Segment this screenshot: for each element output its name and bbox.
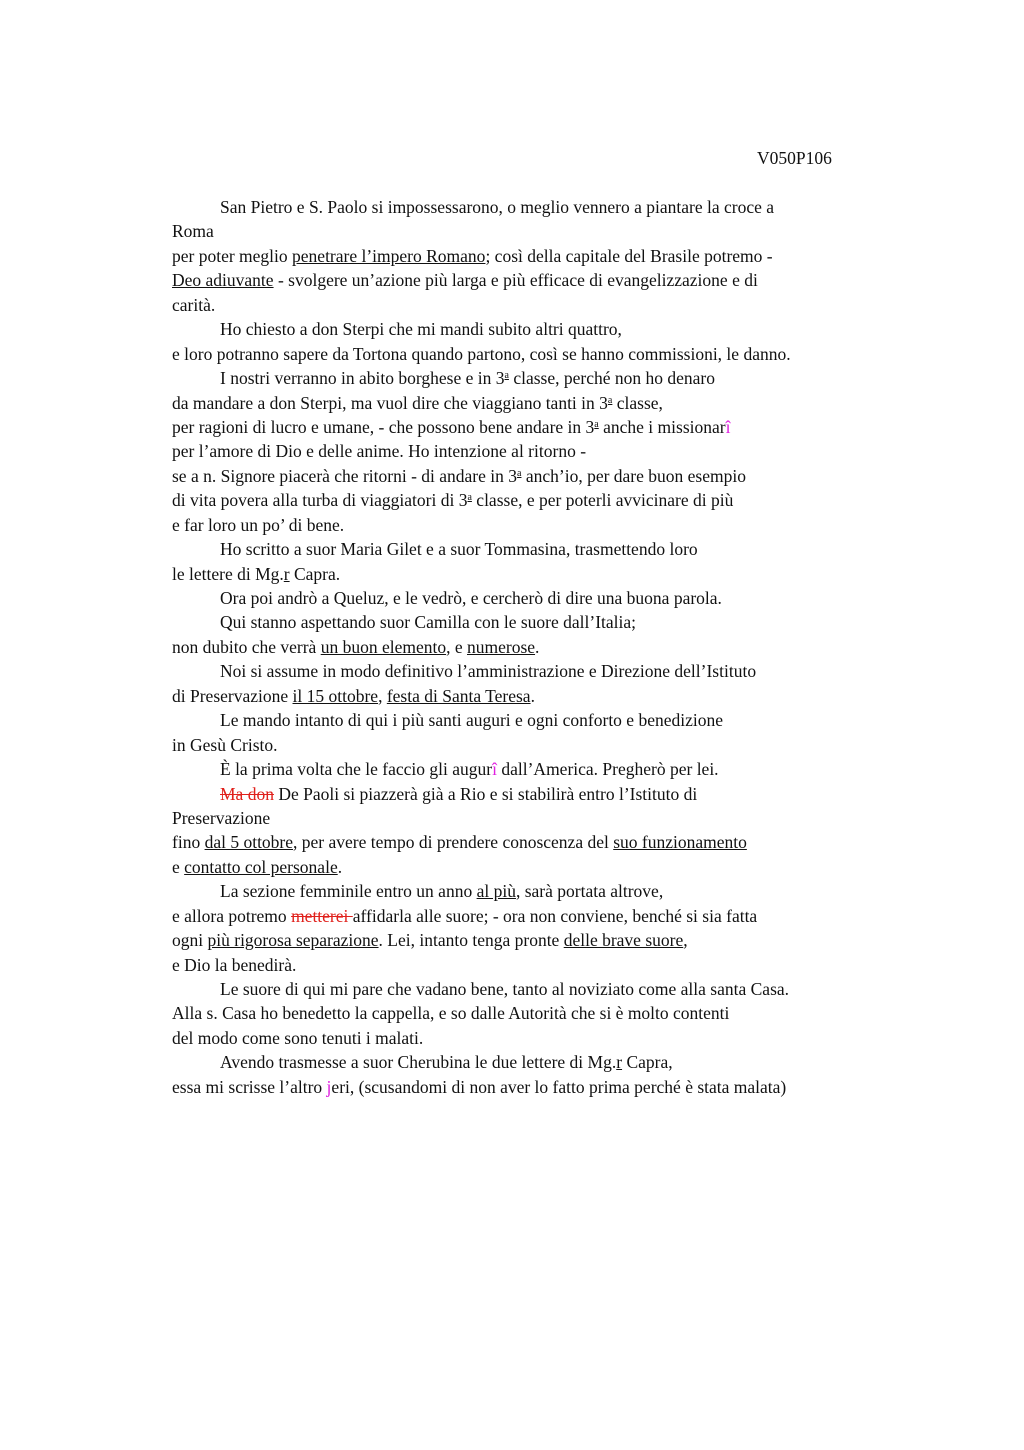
- inserted-correction: î: [492, 759, 497, 780]
- text-line: [172, 928, 932, 952]
- text-segment: per poter meglio: [172, 245, 293, 266]
- text-line: [172, 782, 932, 806]
- text-segment: De Paoli si piazzerà già a Rio e si stabilirà entro l’Istituto di: [273, 783, 698, 804]
- text-line: [172, 562, 932, 586]
- deleted-text: Ma don: [220, 783, 274, 804]
- text-segment: del modo come sono tenuti i malati.: [172, 1027, 424, 1048]
- text-segment: , sarà portata altrove,: [515, 881, 664, 902]
- text-line: [172, 293, 932, 317]
- text-line: [172, 268, 932, 292]
- text-line: [172, 953, 932, 977]
- underlined-text: delle brave suore: [563, 930, 684, 951]
- text-line: [172, 391, 932, 415]
- underlined-text: al più: [476, 881, 516, 902]
- text-line: [172, 684, 932, 708]
- letter-body: [172, 195, 932, 1099]
- text-segment: , per avere tempo di prendere conoscenza del: [293, 832, 614, 853]
- text-line: [172, 219, 932, 243]
- text-segment: .: [535, 636, 540, 657]
- text-line: [172, 635, 932, 659]
- text-line: [172, 830, 932, 854]
- text-segment: Capra,: [622, 1052, 673, 1073]
- text-segment: Avendo trasmesse a suor Cherubina le due lettere di Mg.: [220, 1052, 617, 1073]
- superscript: a: [467, 492, 472, 504]
- text-segment: , e: [446, 636, 467, 657]
- text-segment: e loro potranno sapere da Tortona quando partono, così se hanno commissioni, le danno.: [172, 343, 791, 364]
- text-segment: fino: [172, 832, 205, 853]
- text-line: [172, 415, 932, 439]
- text-line: [172, 733, 932, 757]
- text-segment: Noi si assume in modo definitivo l’amministrazione e Direzione dell’Istituto: [220, 661, 757, 682]
- text-line: [172, 659, 932, 683]
- text-segment: Ora poi andrò a Queluz, e le vedrò, e cercherò di dire una buona parola.: [220, 588, 722, 608]
- text-segment: Qui stanno aspettando suor Camilla con le suore dall’Italia;: [220, 612, 637, 633]
- text-segment: ,: [683, 930, 688, 951]
- text-segment: per ragioni di lucro e umane, - che possono bene andare in 3: [172, 416, 595, 437]
- superscript: a: [504, 370, 509, 382]
- underlined-text: r: [283, 563, 290, 584]
- text-line: [172, 366, 932, 390]
- text-segment: La sezione femminile entro un anno: [220, 881, 477, 902]
- text-segment: classe, e per poterli avvicinare di più: [471, 490, 734, 511]
- text-segment: È la prima volta che le faccio gli augur: [220, 759, 493, 780]
- text-segment: Preservazione: [172, 807, 271, 828]
- text-segment: affidarla alle suore; - ora non conviene, benché si sia fatta: [352, 905, 758, 926]
- text-segment: Le mando intanto di qui i più santi auguri e ogni conforto e benedizione: [220, 710, 723, 731]
- text-segment: eri, (scusandomi di non aver lo fatto prima perché è stata malata): [331, 1076, 787, 1097]
- underlined-text: Deo adiuvante: [172, 270, 274, 291]
- text-line: [172, 586, 932, 610]
- text-segment: .: [337, 856, 343, 877]
- text-segment: ogni: [172, 930, 208, 951]
- text-segment: Alla s. Casa ho benedetto la cappella, e so dalle Autorità che si è molto contenti: [172, 1003, 730, 1024]
- text-line: [172, 806, 932, 830]
- text-segment: di Preservazione: [172, 685, 293, 706]
- text-line: [172, 879, 932, 903]
- text-segment: carità.: [172, 294, 216, 315]
- text-segment: - svolgere un’azione più larga e più efficace di evangelizzazione e di: [273, 270, 758, 291]
- text-segment: le lettere di Mg.: [172, 563, 284, 584]
- text-segment: Capra.: [289, 563, 341, 584]
- text-segment: .: [530, 685, 535, 706]
- text-segment: classe,: [612, 392, 663, 413]
- text-line: [172, 513, 932, 537]
- text-line: [172, 537, 932, 561]
- underlined-text: contatto col personale: [184, 856, 338, 877]
- text-segment: Le suore di qui mi pare che vadano bene, tanto al noviziato come alla santa Casa.: [220, 979, 790, 999]
- text-line: [172, 195, 932, 219]
- text-segment: da mandare a don Sterpi, ma vuol dire che viaggiano tanti in 3: [172, 392, 608, 413]
- inserted-correction: j: [326, 1076, 332, 1097]
- text-segment: Roma: [172, 221, 214, 242]
- text-segment: e: [172, 856, 185, 877]
- text-segment: ,: [378, 685, 387, 706]
- text-segment: Ho chiesto a don Sterpi che mi mandi subito altri quattro,: [220, 319, 622, 340]
- text-segment: I nostri verranno in abito borghese e in 3: [220, 368, 505, 389]
- text-segment: di vita povera alla turba di viaggiatori di 3: [172, 490, 468, 511]
- text-line: [172, 439, 932, 463]
- underlined-text: un buon elemento: [320, 636, 447, 657]
- text-segment: e far loro un po’ di bene.: [172, 514, 345, 535]
- text-segment: anche i missionar: [598, 416, 726, 437]
- text-line: [172, 1050, 932, 1074]
- text-line: [172, 244, 932, 268]
- text-segment: Ho scritto a suor Maria Gilet e a suor Tommasina, trasmettendo loro: [220, 539, 698, 560]
- text-line: [172, 317, 932, 341]
- text-line: [172, 977, 932, 1001]
- text-segment: ; così della capitale del Brasile potremo -: [485, 245, 773, 266]
- underlined-text: r: [616, 1052, 623, 1073]
- text-segment: per l’amore di Dio e delle anime. Ho intenzione al ritorno -: [172, 441, 587, 462]
- underlined-text: più rigorosa separazione: [207, 930, 379, 951]
- page-id: V050P106: [757, 148, 832, 168]
- text-line: [172, 610, 932, 634]
- text-line: [172, 464, 932, 488]
- text-line: [172, 855, 932, 879]
- text-segment: se a n. Signore piacerà che ritorni - di andare in 3: [172, 465, 518, 486]
- text-segment: dall’America. Pregherò per lei.: [496, 759, 719, 780]
- superscript: a: [607, 394, 613, 406]
- underlined-text: penetrare l’impero Romano: [292, 245, 486, 266]
- text-line: [172, 708, 932, 732]
- text-segment: . Lei, intanto tenga pronte: [378, 930, 564, 951]
- superscript: a: [517, 467, 522, 479]
- text-segment: e Dio la benedirà.: [172, 954, 297, 975]
- text-line: [172, 342, 932, 366]
- text-segment: anch’io, per dare buon esempio: [521, 465, 746, 486]
- text-line: [172, 488, 932, 512]
- text-segment: non dubito che verrà: [172, 636, 321, 657]
- text-line: [172, 904, 932, 928]
- underlined-text: il 15 ottobre: [292, 685, 379, 706]
- text-line: [172, 1026, 932, 1050]
- deleted-text: metterei: [291, 905, 353, 926]
- superscript: a: [594, 418, 599, 430]
- inserted-correction: î: [725, 416, 731, 437]
- underlined-text: festa di Santa Teresa: [386, 685, 531, 706]
- text-line: [172, 757, 932, 781]
- underlined-text: dal 5 ottobre: [204, 832, 294, 853]
- text-line: [172, 1001, 932, 1025]
- underlined-text: suo funzionamento: [613, 832, 747, 853]
- text-segment: in Gesù Cristo.: [172, 734, 278, 755]
- text-segment: essa mi scrisse l’altro: [172, 1076, 327, 1097]
- text-segment: classe, perché non ho denaro: [508, 368, 715, 389]
- text-segment: San Pietro e S. Paolo si impossessarono, o meglio vennero a piantare la croce a: [220, 197, 775, 217]
- text-segment: e allora potremo: [172, 905, 292, 926]
- underlined-text: numerose: [467, 636, 536, 657]
- text-line: [172, 1075, 932, 1099]
